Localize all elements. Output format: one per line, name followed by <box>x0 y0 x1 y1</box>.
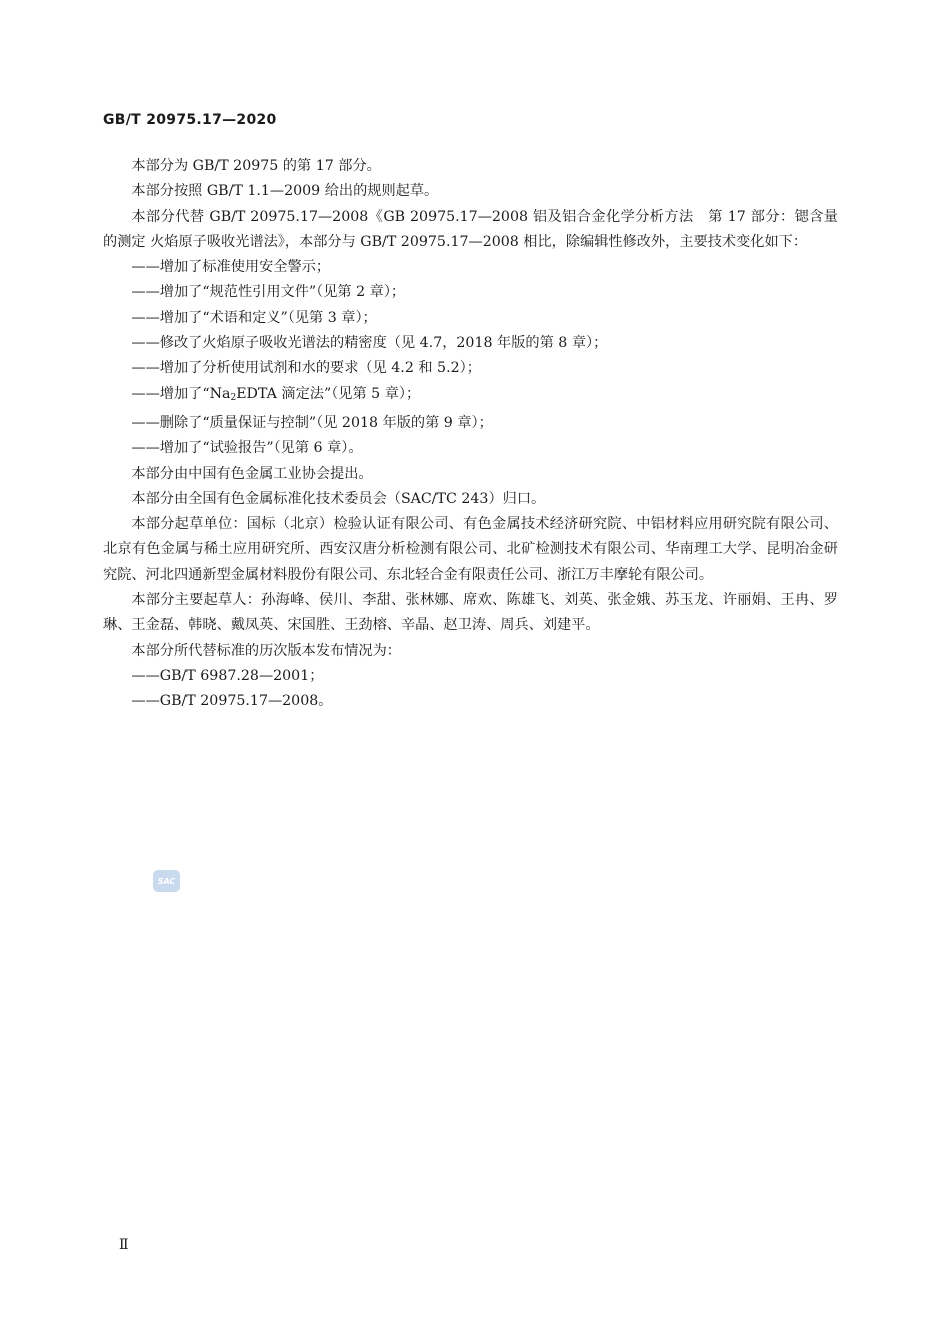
paragraph-replacement: 本部分代替 GB/T 20975.17—2008《GB 20975.17—2008 铝及铝合金化学分析方法 第 17 部分：锶含量的测定 火焰原子吸收光谱法》，本部分与 GB/T 20975.17—2008 相比，除编辑性修改外，主要技术变化如下： <box>103 208 838 250</box>
foreword-body <box>103 154 838 715</box>
page-number: Ⅱ <box>119 1237 129 1253</box>
paragraph-history-intro: 本部分所代替标准的历次版本发布情况为： <box>131 642 401 659</box>
paragraph-proposer: 本部分由中国有色金属工业协会提出。 <box>131 465 373 482</box>
change-item-terms-definitions: ——增加了“术语和定义”（见第 3 章）； <box>131 309 377 326</box>
paragraph-committee: 本部分由全国有色金属标准化技术委员会（SAC/TC 243）归口。 <box>131 490 546 507</box>
change-item-edta-suffix: EDTA 滴定法”（见第 5 章）； <box>236 385 421 402</box>
change-item-edta-prefix: ——增加了“Na <box>131 385 231 402</box>
paragraph-drafting-rules: 本部分按照 GB/T 1.1—2009 给出的规则起草。 <box>131 183 439 200</box>
paragraph-part-number: 本部分为 GB/T 20975 的第 17 部分。 <box>131 158 381 174</box>
document-code: GB/T 20975.17—2020 <box>103 112 277 128</box>
change-item-quality-control: ——删除了“质量保证与控制”（见 2018 年版的第 9 章）； <box>131 414 493 431</box>
change-item-safety-warning: ——增加了标准使用安全警示； <box>131 259 331 276</box>
paragraph-drafters: 本部分主要起草人：孙海峰、侯川、李甜、张林娜、席欢、陈雄飞、刘英、张金娥、苏玉龙、许丽娟、王冉、罗琳、王金磊、韩晓、戴凤英、宋国胜、王劲榕、辛晶、赵卫涛、周兵、刘建平。 <box>103 592 838 634</box>
change-item-reagents-water: ——增加了分析使用试剂和水的要求（见 4.2 和 5.2）； <box>131 360 481 377</box>
change-item-test-report: ——增加了“试验报告”（见第 6 章）。 <box>131 440 363 457</box>
sac-logo-icon <box>153 870 180 892</box>
sac-logo-text: SAC <box>157 876 176 886</box>
change-item-precision: ——修改了火焰原子吸收光谱法的精密度（见 4.7，2018 年版的第 8 章）； <box>131 335 608 352</box>
change-item-edta-subscript: 2 <box>230 392 237 403</box>
change-item-edta-titration <box>103 382 838 411</box>
change-item-normative-references: ——增加了“规范性引用文件”（见第 2 章）； <box>131 284 406 301</box>
history-item-2008: ——GB/T 20975.17—2008。 <box>131 693 333 710</box>
paragraph-drafting-units: 本部分起草单位：国标（北京）检验认证有限公司、有色金属技术经济研究院、中铝材料应用研究院有限公司、北京有色金属与稀土应用研究所、西安汉唐分析检测有限公司、北矿检测技术有限公司、华南理工大学、昆明冶金研究院、河北四通新型金属材料股份有限公司、东北轻合金有限责任公司、浙江万丰摩轮有限公司。 <box>103 516 838 583</box>
history-item-2001: ——GB/T 6987.28—2001； <box>131 667 324 684</box>
